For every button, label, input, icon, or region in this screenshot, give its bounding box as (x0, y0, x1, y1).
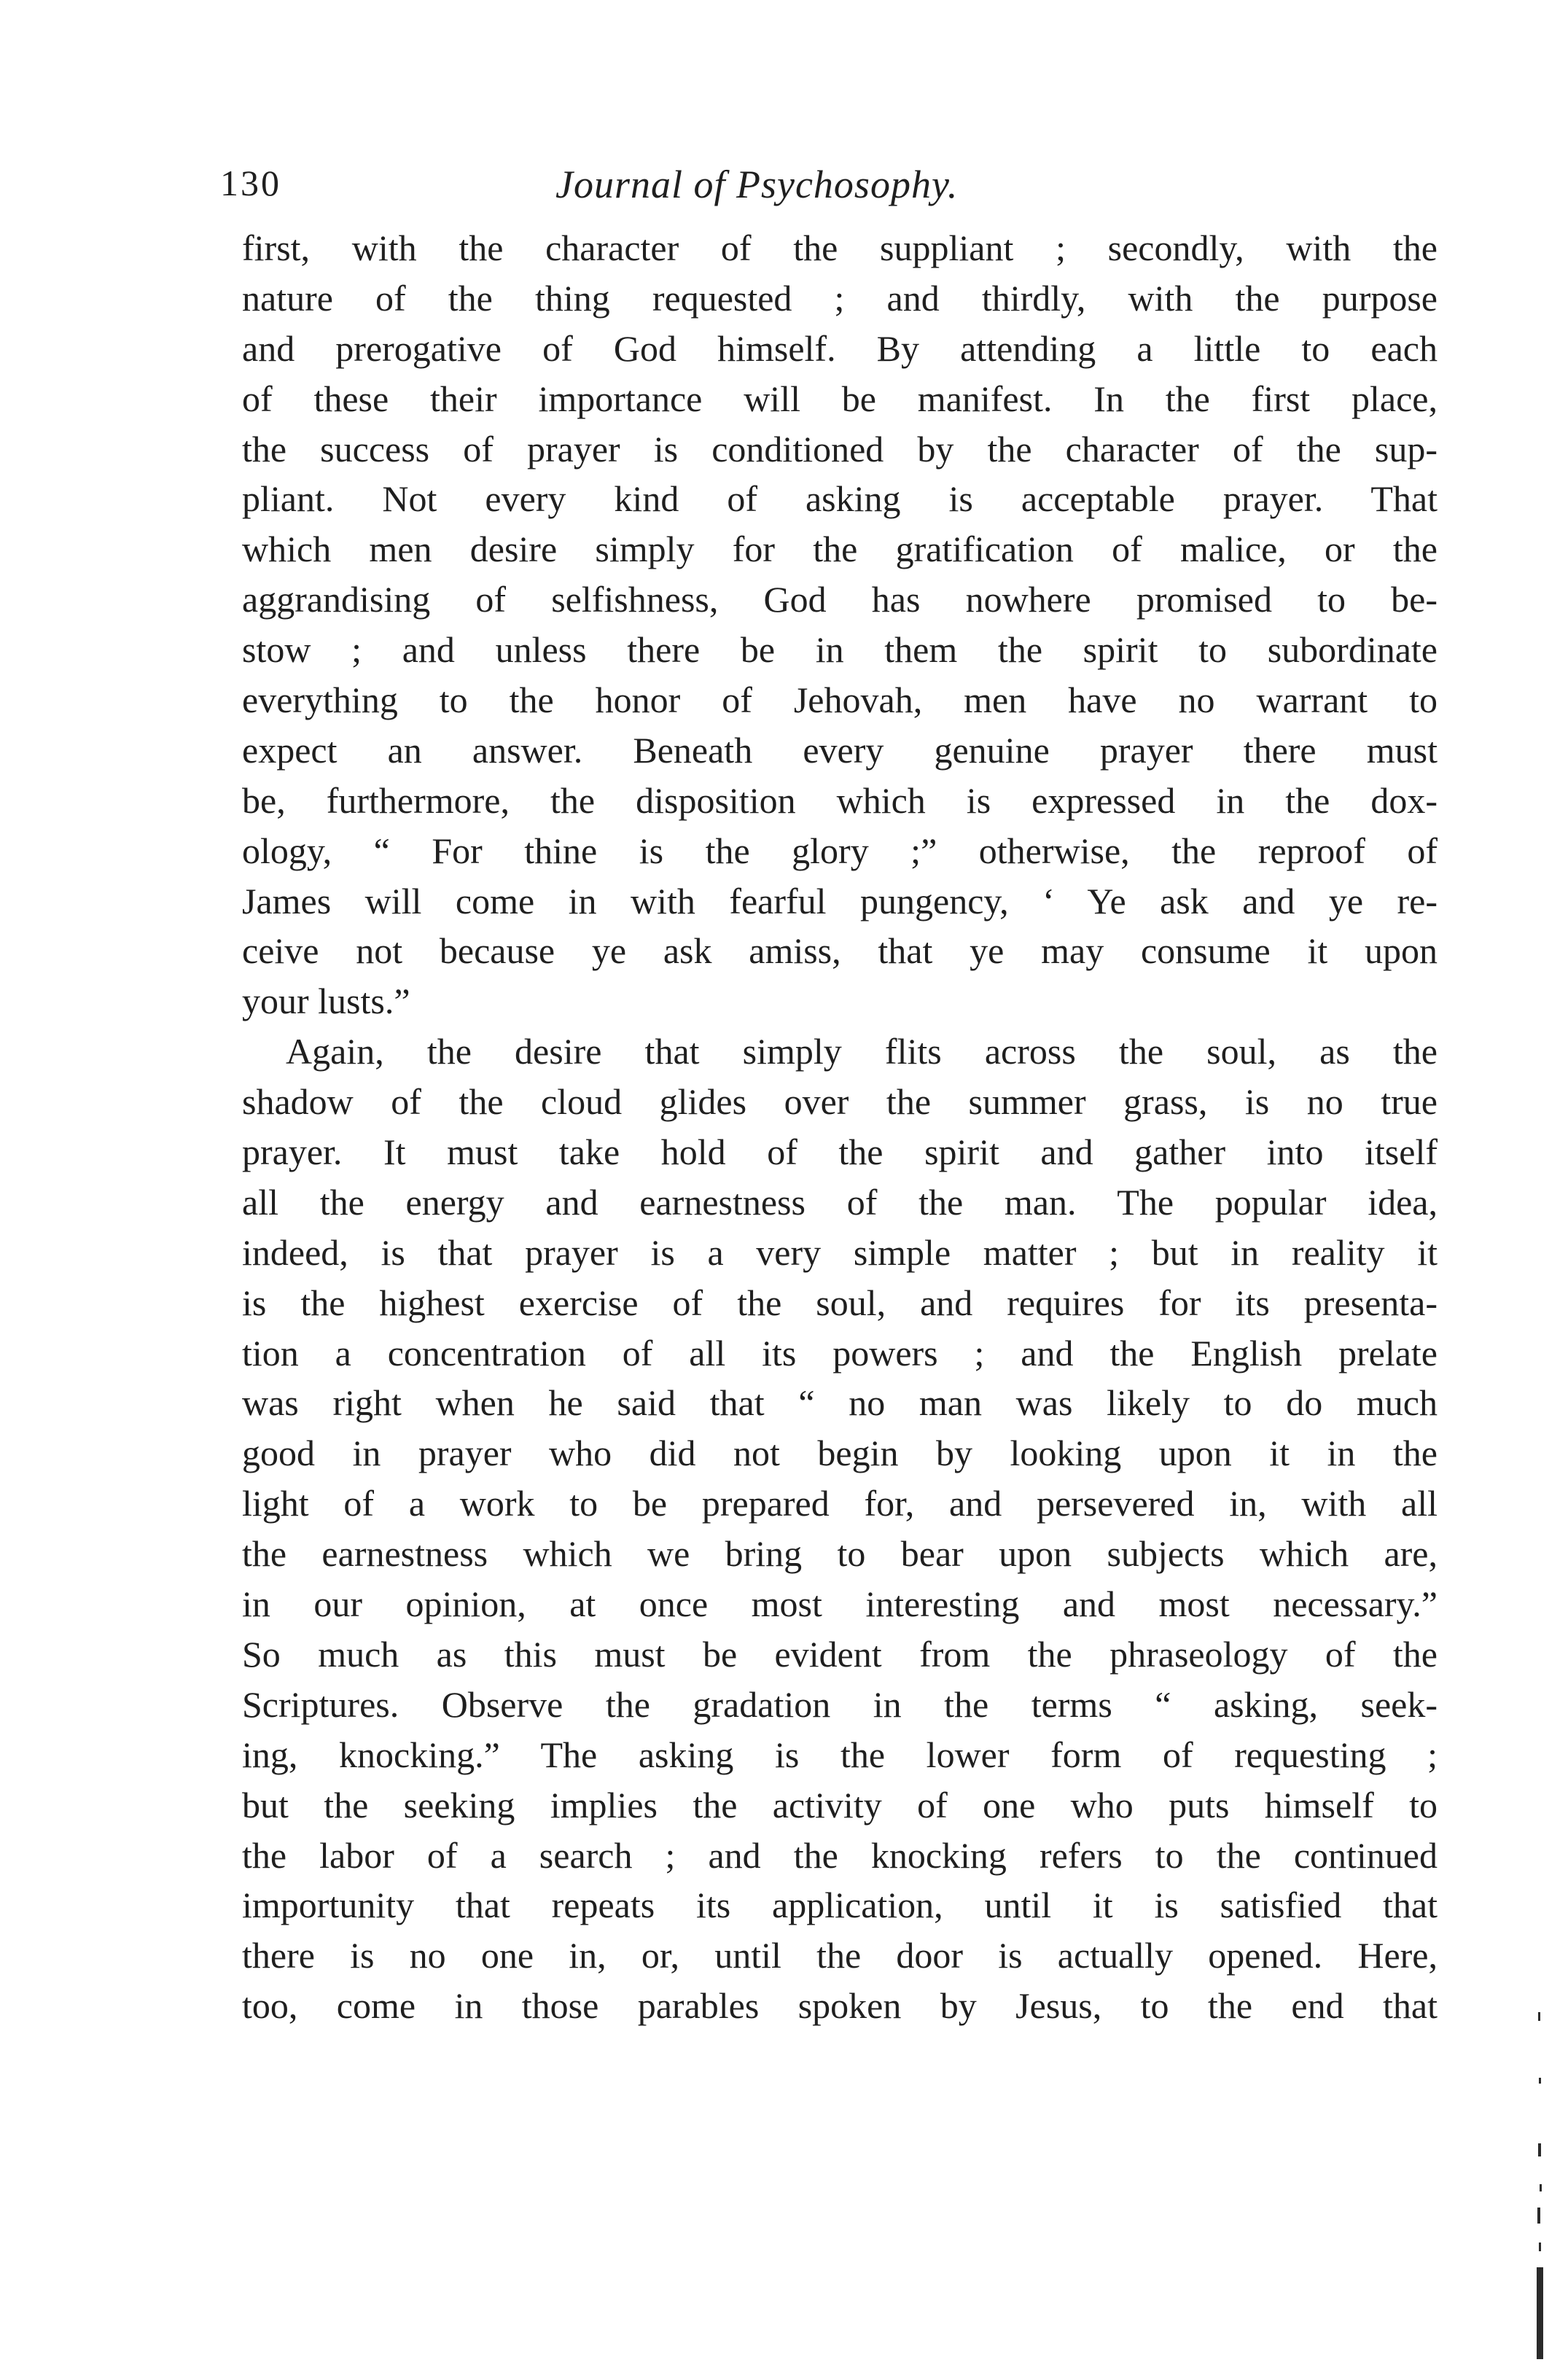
text-line: there is no one in, or, until the door is actually opened. Here, (242, 1935, 1438, 1976)
text-line: importunity that repeats its application, until it is satisfied that (242, 1885, 1438, 1926)
text-line: aggrandising of selfishness, God has nowhere promised to be- (242, 579, 1438, 620)
scan-speck (1538, 2143, 1541, 2156)
text-line: but the seeking implies the activity of one who puts himself to (242, 1784, 1438, 1825)
body-text (242, 223, 1438, 2031)
text-line: ceive not because ye ask amiss, that ye may consume it upon (242, 930, 1438, 972)
text-line: shadow of the cloud glides over the summer grass, is no true (242, 1081, 1438, 1123)
scan-edge-marks (1529, 2012, 1551, 2362)
text-line: and prerogative of God himself. By attending a little to each (242, 327, 1438, 369)
text-line: was right when he said that “ no man was likely to do much (242, 1382, 1438, 1424)
text-line: ology, “ For thine is the glory ;” otherwise, the reproof of (242, 830, 1438, 871)
text-line: of these their importance will be manifest. In the first place, (242, 378, 1438, 419)
text-line: too, come in those parables spoken by Jesus, to the end that (242, 1985, 1438, 2027)
text-line: the labor of a search ; and the knocking refers to the continued (242, 1834, 1438, 1876)
scan-speck (1538, 2012, 1540, 2021)
journal-title: Journal of Psychosophy. (555, 163, 959, 206)
paragraph-start-line: Again, the desire that simply flits across the soul, as the (286, 1031, 1438, 1072)
text-line: stow ; and unless there be in them the spirit to subordinate (242, 629, 1438, 671)
scan-speck (1540, 2184, 1542, 2191)
scan-speck (1539, 2078, 1541, 2084)
text-line: the earnestness which we bring to bear upon subjects which are, (242, 1533, 1438, 1575)
text-line: nature of the thing requested ; and thirdly, with the purpose (242, 277, 1438, 319)
text-line: light of a work to be prepared for, and persevered in, with all (242, 1483, 1438, 1524)
text-line: ing, knocking.” The asking is the lower form of requesting ; (242, 1734, 1438, 1775)
text-line: indeed, is that prayer is a very simple matter ; but in reality it (242, 1231, 1438, 1273)
running-head (220, 162, 1430, 214)
text-line: everything to the honor of Jehovah, men have no warrant to (242, 679, 1438, 721)
paragraph-end-line: your lusts.” (242, 981, 410, 1022)
text-line: expect an answer. Beneath every genuine prayer there must (242, 729, 1438, 771)
text-line: James will come in with fearful pungency, ‘ Ye ask and ye re- (242, 880, 1438, 921)
text-line: So much as this must be evident from the phraseology of the (242, 1633, 1438, 1675)
page-number: 130 (220, 163, 281, 203)
text-line: prayer. It must take hold of the spirit and gather into itself (242, 1131, 1438, 1173)
text-line: first, with the character of the suppliant ; secondly, with the (242, 227, 1438, 268)
scan-speck (1537, 2208, 1540, 2224)
scan-edge-bar (1537, 2267, 1543, 2359)
text-line: in our opinion, at once most interesting and most necessary.” (242, 1583, 1438, 1625)
text-line: which men desire simply for the gratification of malice, or the (242, 529, 1438, 570)
scan-speck (1539, 2243, 1541, 2251)
text-line: be, furthermore, the disposition which is expressed in the dox- (242, 779, 1438, 821)
text-line: the success of prayer is conditioned by the character of the sup- (242, 428, 1438, 469)
text-line: tion a concentration of all its powers ; and the English prelate (242, 1332, 1438, 1373)
text-line: good in prayer who did not begin by looking upon it in the (242, 1433, 1438, 1474)
text-line: is the highest exercise of the soul, and requires for its presenta- (242, 1282, 1438, 1323)
text-line: Scriptures. Observe the gradation in the terms “ asking, seek- (242, 1683, 1438, 1725)
text-line: pliant. Not every kind of asking is acceptable prayer. That (242, 478, 1438, 520)
text-line: all the energy and earnestness of the man. The popular idea, (242, 1181, 1438, 1223)
